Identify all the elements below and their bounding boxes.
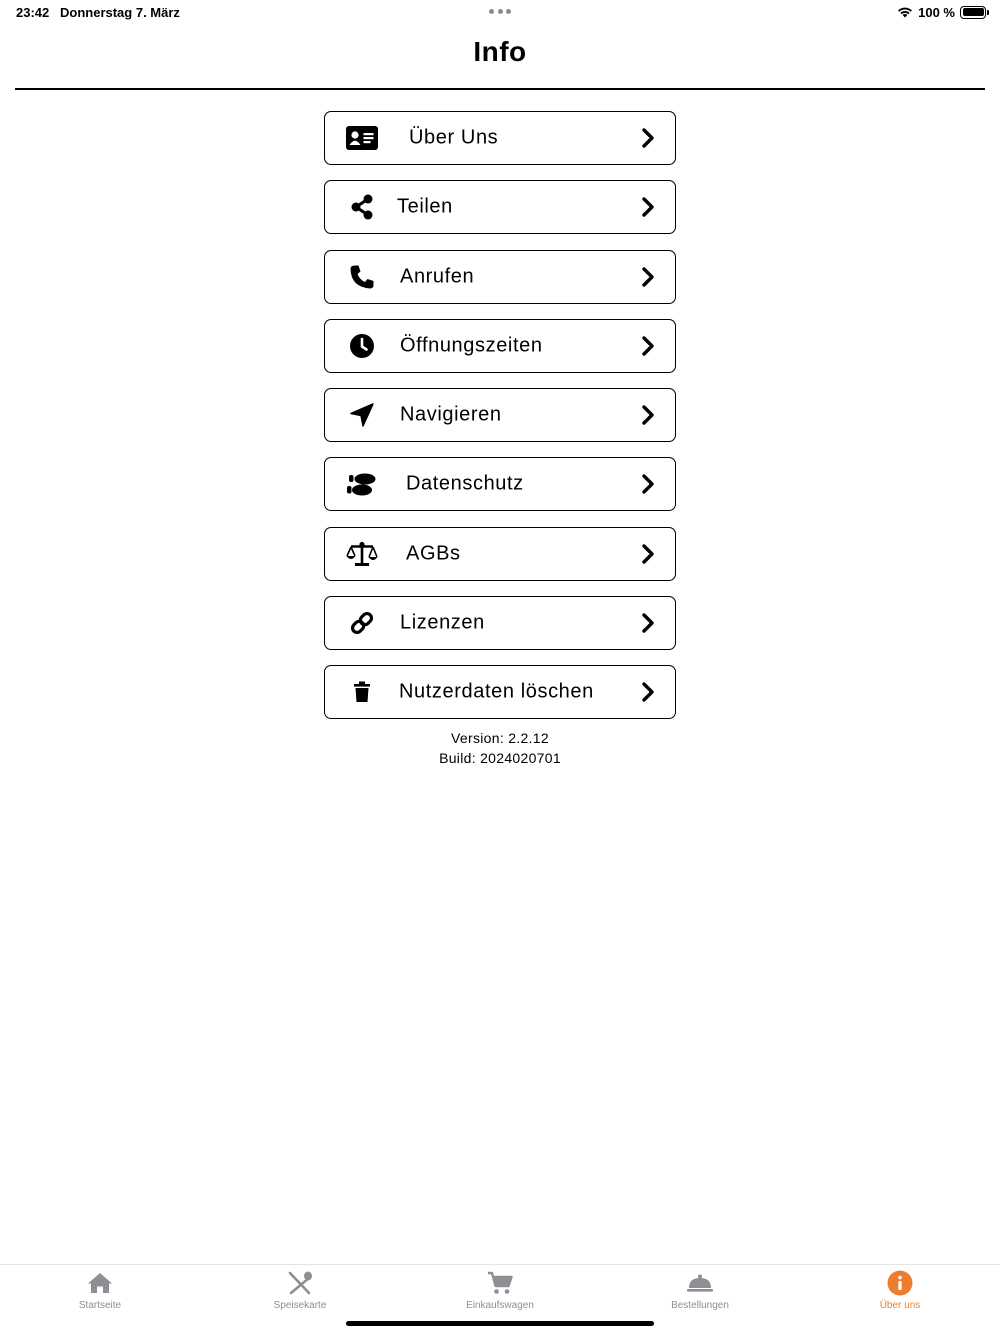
- tab-startseite[interactable]: [0, 1265, 200, 1315]
- phone-icon: [345, 263, 379, 291]
- chevron-right-icon: [641, 681, 655, 703]
- menu-item-label: Lizenzen: [400, 611, 485, 634]
- link-icon: [345, 609, 379, 637]
- menu-item-navigieren[interactable]: [324, 388, 676, 442]
- utensils-icon: [286, 1270, 314, 1296]
- menu-item-teilen[interactable]: [324, 180, 676, 234]
- cart-icon: [486, 1270, 514, 1296]
- status-time: 23:42: [16, 5, 50, 20]
- status-bar: [0, 0, 1000, 24]
- header-divider: [15, 88, 985, 90]
- cloche-icon: [686, 1270, 714, 1296]
- menu-item-label: AGBs: [406, 542, 461, 565]
- tab-label: Bestellungen: [671, 1300, 729, 1311]
- id-card-icon: [345, 124, 379, 152]
- chevron-right-icon: [641, 266, 655, 288]
- info-menu: [324, 111, 676, 735]
- share-icon: [345, 193, 379, 221]
- menu-item-oeffnungszeiten[interactable]: [324, 319, 676, 373]
- menu-item-nutzerdaten-loeschen[interactable]: [324, 665, 676, 719]
- status-date: Donnerstag 7. März: [60, 5, 180, 20]
- menu-item-label: Teilen: [397, 195, 453, 218]
- home-icon: [86, 1270, 114, 1296]
- tab-label: Startseite: [78, 1300, 122, 1311]
- page-title: Info: [473, 36, 527, 67]
- trash-icon: [345, 678, 379, 706]
- menu-item-agbs[interactable]: [324, 527, 676, 581]
- menu-item-datenschutz[interactable]: [324, 457, 676, 511]
- chevron-right-icon: [641, 612, 655, 634]
- menu-item-label: Navigieren: [400, 403, 502, 426]
- chevron-right-icon: [641, 127, 655, 149]
- scale-icon: [345, 540, 379, 568]
- menu-item-label: Über Uns: [409, 126, 499, 149]
- menu-item-label: Datenschutz: [406, 472, 524, 495]
- chevron-right-icon: [641, 404, 655, 426]
- location-arrow-icon: [345, 401, 379, 429]
- wifi-icon: [897, 6, 913, 18]
- menu-item-label: Nutzerdaten löschen: [399, 680, 594, 703]
- multitasking-dots-icon[interactable]: [489, 9, 511, 15]
- version-text: Version: 2.2.12: [451, 730, 549, 746]
- tab-ueber-uns[interactable]: [800, 1265, 1000, 1315]
- tab-label: Einkaufswagen: [466, 1300, 534, 1311]
- tab-label: Über uns: [879, 1300, 921, 1311]
- menu-item-ueber-uns[interactable]: [324, 111, 676, 165]
- tab-bestellungen[interactable]: [600, 1265, 800, 1315]
- status-indicators: [897, 4, 986, 20]
- home-indicator[interactable]: [346, 1321, 654, 1326]
- clock-icon: [345, 332, 379, 360]
- menu-item-label: Anrufen: [400, 265, 475, 288]
- build-text: Build: 2024020701: [439, 750, 561, 766]
- battery-icon: [960, 6, 986, 19]
- tab-label: Speisekarte: [273, 1300, 327, 1311]
- chevron-right-icon: [641, 473, 655, 495]
- info-icon: [886, 1270, 914, 1296]
- footprints-icon: [345, 470, 379, 498]
- chevron-right-icon: [641, 196, 655, 218]
- menu-item-label: Öffnungszeiten: [400, 334, 543, 357]
- chevron-right-icon: [641, 543, 655, 565]
- tab-speisekarte[interactable]: [200, 1265, 400, 1315]
- version-info: [0, 728, 1000, 768]
- menu-item-lizenzen[interactable]: [324, 596, 676, 650]
- menu-item-anrufen[interactable]: [324, 250, 676, 304]
- tab-einkaufswagen[interactable]: [400, 1265, 600, 1315]
- battery-percentage: 100 %: [918, 4, 955, 20]
- chevron-right-icon: [641, 335, 655, 357]
